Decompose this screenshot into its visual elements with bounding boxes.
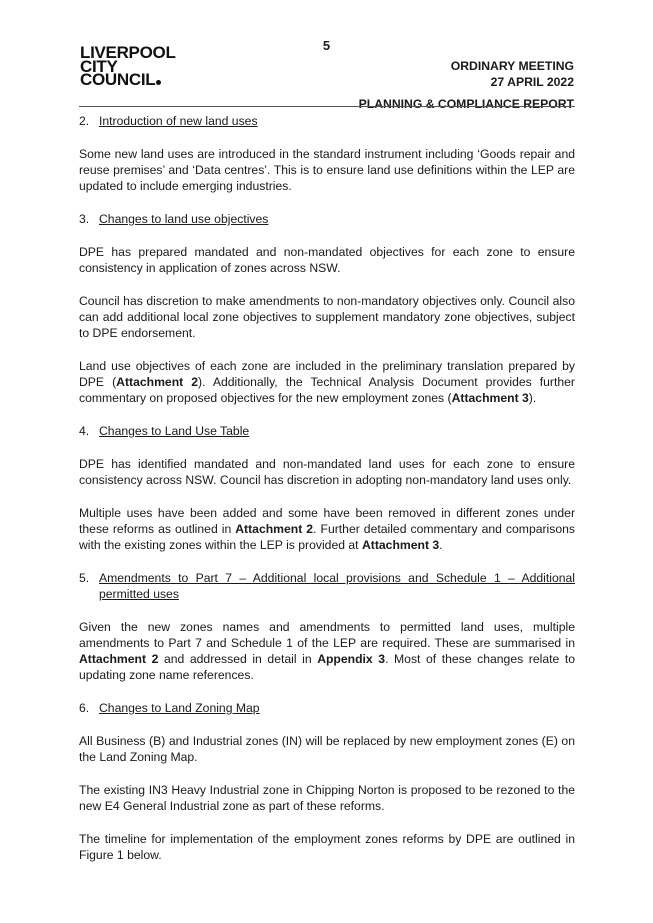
meeting-date: 27 APRIL 2022 <box>490 74 574 89</box>
meeting-title: ORDINARY MEETING <box>450 59 574 73</box>
section-heading-4 <box>79 423 575 439</box>
paragraph <box>79 619 575 683</box>
text-run: ). Additionally, the Technical Analysis Document provides further commentary on proposed objectives for the new employment zones ( <box>79 375 575 405</box>
paragraph <box>79 505 575 553</box>
paragraph: DPE has identified mandated and non-mandated land uses for each zone to ensure consistency across NSW. Council has discretion in adopting non-mandatory land uses only. <box>79 457 575 487</box>
page-number: 5 <box>322 38 331 53</box>
header-divider <box>79 106 575 107</box>
paragraph: Some new land uses are introduced in the standard instrument including ‘Goods repair and reuse premises’ and ‘Data centres’. This is to ensure land use definitions within the LEP are updated to include emerging industries. <box>79 147 575 193</box>
text-run: ). <box>528 391 537 405</box>
text-run: . Further detailed commentary and comparisons with the existing zones within the LEP is provided at <box>79 522 576 552</box>
text-run: and addressed in detail in <box>158 652 318 666</box>
section-number: 2. <box>79 114 90 128</box>
logo-dot-icon <box>156 80 161 85</box>
section-number: 3. <box>79 212 90 226</box>
attachment-ref: Attachment 3 <box>361 538 440 552</box>
document-body <box>79 113 575 880</box>
text-run: Given the new zones names and amendments to permitted land uses, multiple amendments to Part 7 and Schedule 1 of the LEP are required. These are summarised in <box>79 620 575 650</box>
section-heading-6 <box>79 700 575 716</box>
paragraph: DPE has prepared mandated and non-mandated objectives for each zone to ensure consistency in application of zones across NSW. <box>79 245 575 275</box>
attachment-ref: Attachment 2 <box>79 652 159 666</box>
section-number: 5. <box>79 571 90 585</box>
text-run: Multiple uses have been added and some have been removed in different zones under these reforms as outlined in <box>79 506 575 536</box>
section-title: Amendments to Part 7 – Additional local provisions and Schedule 1 – Additional permitted uses <box>99 571 575 601</box>
paragraph <box>79 358 575 406</box>
section-heading-5 <box>79 570 575 602</box>
text-run: . Most of these changes relate to updating zone name references. <box>79 652 575 682</box>
section-title: Introduction of new land uses <box>99 114 258 128</box>
appendix-ref: Appendix 3 <box>317 652 386 666</box>
attachment-ref: Attachment 2 <box>116 375 199 389</box>
section-heading-3 <box>79 211 575 227</box>
section-heading-2 <box>79 113 575 129</box>
paragraph: The timeline for implementation of the employment zones reforms by DPE are outlined in Figure 1 below. <box>79 832 575 862</box>
logo-line-3: COUNCIL <box>80 73 176 87</box>
text-run: . <box>439 538 443 552</box>
logo-line-2: CITY <box>80 56 118 76</box>
section-title: Changes to Land Zoning Map <box>99 701 260 715</box>
paragraph: Council has discretion to make amendments to non-mandatory objectives only. Council also can add additional local zone objectives to supplement mandatory zone objectives, subject to DPE endorsement. <box>79 294 575 340</box>
section-title: Changes to land use objectives <box>99 212 269 226</box>
paragraph: The existing IN3 Heavy Industrial zone in Chipping Norton is proposed to be rezoned to the new E4 General Industrial zone as part of these reforms. <box>79 783 575 813</box>
paragraph: All Business (B) and Industrial zones (IN) will be replaced by new employment zones (E) on the Land Zoning Map. <box>79 734 575 764</box>
council-logo <box>80 43 176 89</box>
logo-line-1: LIVERPOOL <box>80 43 176 62</box>
attachment-ref: Attachment 3 <box>451 391 529 405</box>
report-title: PLANNING & COMPLIANCE REPORT <box>358 97 574 111</box>
section-number: 6. <box>79 701 90 715</box>
attachment-ref: Attachment 2 <box>235 522 314 536</box>
report-header <box>359 59 574 113</box>
section-title: Changes to Land Use Table <box>99 424 250 438</box>
section-number: 4. <box>79 424 90 438</box>
text-run: Land use objectives of each zone are included in the preliminary translation prepared by DPE ( <box>79 359 575 389</box>
